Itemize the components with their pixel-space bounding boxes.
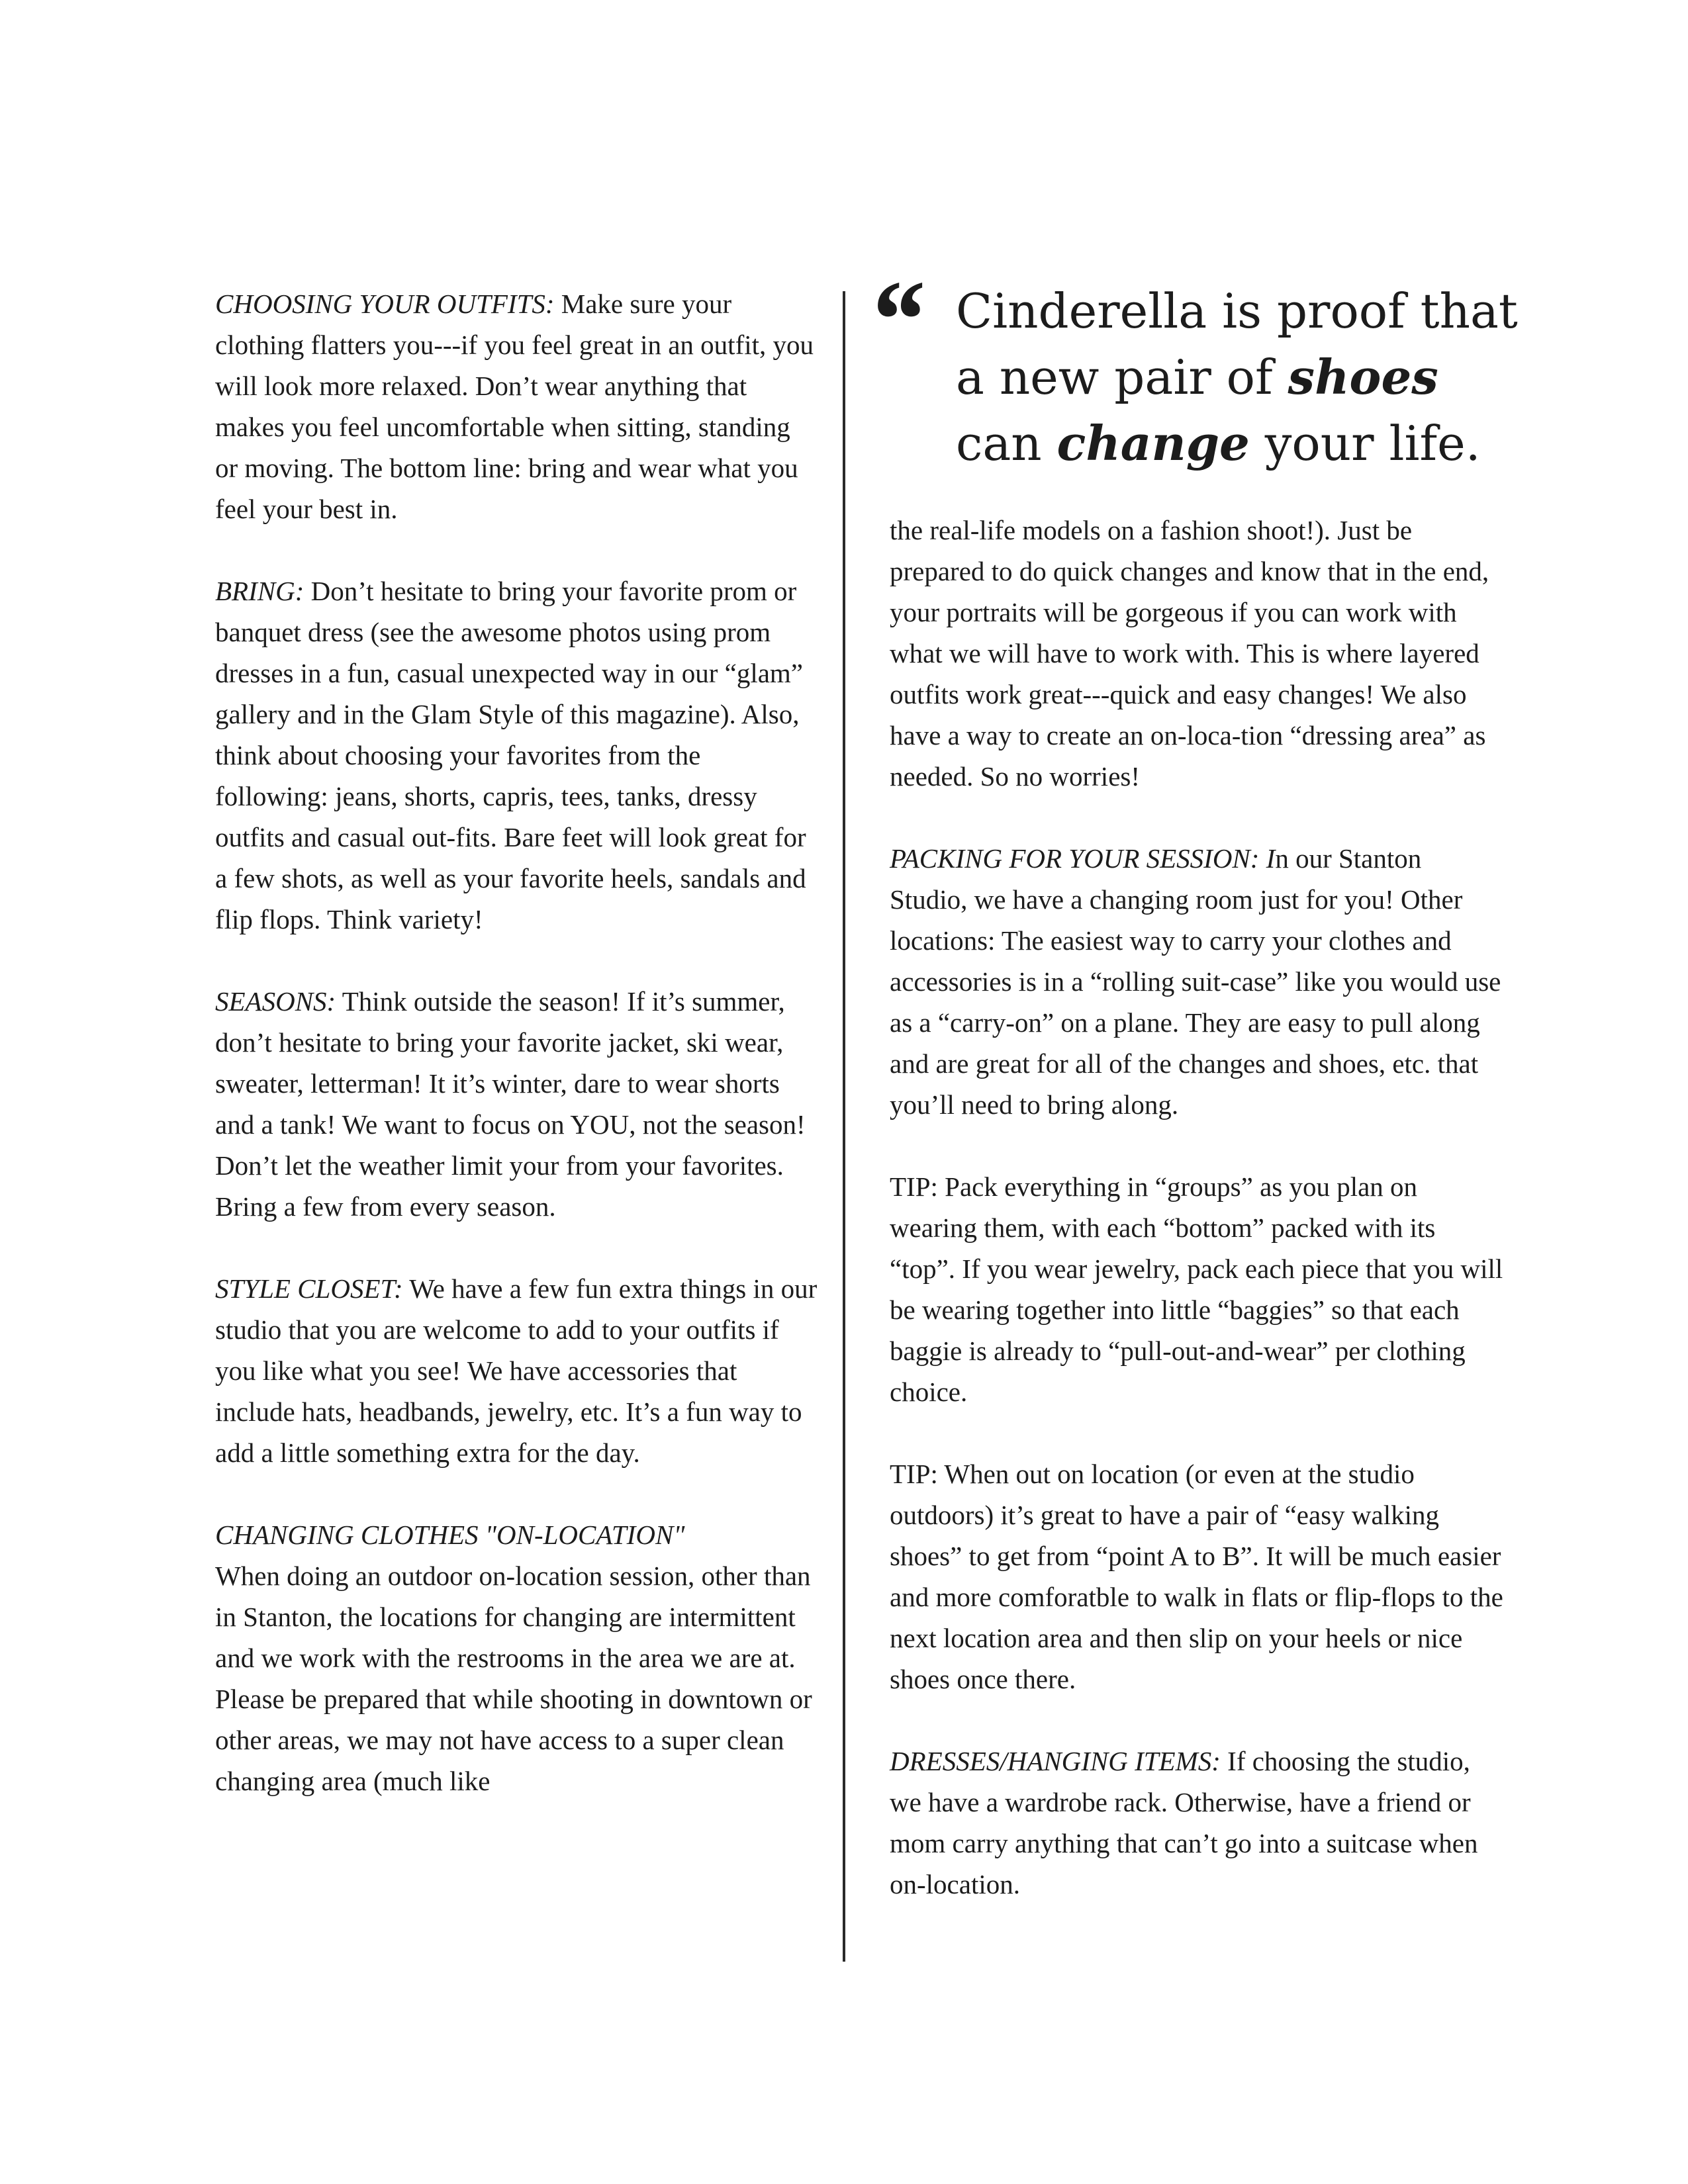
section-changing-clothes (215, 1514, 818, 1801)
section-tip-walking-shoes: TIP: When out on location (or even at the studio outdoors) it’s great to have a pair of “easy walking shoes” to get from “point A to B”. It will be much easier and more comforatble to walk in flats or flip-flops to the next location area and then slip on your heels or nice shoes once there. (890, 1459, 1503, 1694)
section-heading: STYLE CLOSET: (215, 1273, 403, 1304)
pull-quote-line (956, 410, 1538, 477)
pull-quote-text: a new pair of (956, 349, 1288, 405)
pull-quote (956, 278, 1538, 477)
section-heading: CHOOSING YOUR OUTFITS: (215, 289, 555, 319)
section-body: When doing an outdoor on-location session, other than in Stanton, the locations for changing are intermittent and we work with the restrooms in the area we are at. Please be prepared that while shooting in downtown or other areas, we may not have access to a super clean changing area (much like (215, 1561, 812, 1796)
section-body: We have a few fun extra things in our studio that you are welcome to add to your outfits if you like what you see! We have accessories that include hats, headbands, jewelry, etc. It’s a fun way to add a little something extra for the day. (215, 1273, 818, 1468)
section-heading: PACKING FOR YOUR SESSION: I (890, 843, 1276, 874)
section-tip-groups: TIP: Pack everything in “groups” as you plan on wearing them, with each “bottom” packed with its “top”. If you wear jewelry, pack each piece that you will be wearing together into little “baggies” so that each baggie is already to “pull-out-and-wear” per clothing choice. (890, 1171, 1503, 1407)
section-seasons (215, 981, 818, 1227)
section-body: Think outside the season! If it’s summer, don’t hesitate to bring your favorite jacket, ski wear, sweater, letterman! It it’s winter, dare to wear shorts and a tank! We want to focus on YOU, not the season! Don’t let the weather limit your from your favorites. Bring a few from every season. (215, 986, 806, 1222)
section-body: If choosing the studio, we have a wardrobe rack. Otherwise, have a friend or mom carry anything that can’t go into a suitcase when on-location. (890, 1746, 1478, 1899)
section-body: n our Stanton Studio, we have a changing room just for you! Other locations: The easiest way to carry your clothes and accessories is in a “rolling suit-case” like you would use as a “carry-on” on a plane. They are easy to pull along and are great for all of the changes and shoes, etc. that you’ll need to bring along. (890, 843, 1501, 1120)
pull-quote-text: your life. (1249, 416, 1481, 471)
left-column (215, 283, 818, 1801)
section-body: Don’t hesitate to bring your favorite prom or banquet dress (see the awesome photos using prom dresses in a fun, casual unexpected way in our “glam” gallery and in the Glam Style of this magazine). Also, think about choosing your favorites from the following: jeans, shorts, capris, tees, tanks, dressy outfits and casual out-fits. Bare feet will look great for a few shots, as well as your favorite heels, sandals and flip flops. Think variety! (215, 576, 806, 934)
right-column (890, 510, 1505, 1905)
column-divider (843, 291, 845, 1962)
section-heading: SEASONS: (215, 986, 336, 1017)
section-dresses (890, 1741, 1505, 1905)
pull-quote-emphasis: shoes (1288, 349, 1438, 405)
section-continued: the real-life models on a fashion shoot!). Just be prepared to do quick changes and know that in the end, your portraits will be gorgeous if you can work with what we will have to work with. This is where layered outfits work great---quick and easy changes! We also have a way to create an on-loca-tion “dressing area” as needed. So no worries! (890, 515, 1489, 792)
pull-quote-text: can (956, 416, 1057, 471)
section-heading: CHANGING CLOTHES "ON-LOCATION" (215, 1520, 685, 1550)
section-bring (215, 570, 818, 940)
pull-quote-line (956, 344, 1538, 410)
open-quote-icon: “ (867, 257, 919, 382)
section-heading: BRING: (215, 576, 305, 606)
section-style-closet (215, 1268, 818, 1473)
section-choosing-outfits (215, 283, 818, 529)
section-packing (890, 838, 1505, 1125)
section-heading: DRESSES/HANGING ITEMS: (890, 1746, 1221, 1776)
section-body: Make sure your clothing flatters you---if you feel great in an outfit, you will look more relaxed. Don’t wear anything that makes you feel uncomfortable when sitting, standing or moving. The bottom line: bring and wear what you feel your best in. (215, 289, 814, 524)
pull-quote-emphasis: change (1056, 415, 1250, 471)
pull-quote-line: Cinderella is proof that (956, 283, 1518, 339)
